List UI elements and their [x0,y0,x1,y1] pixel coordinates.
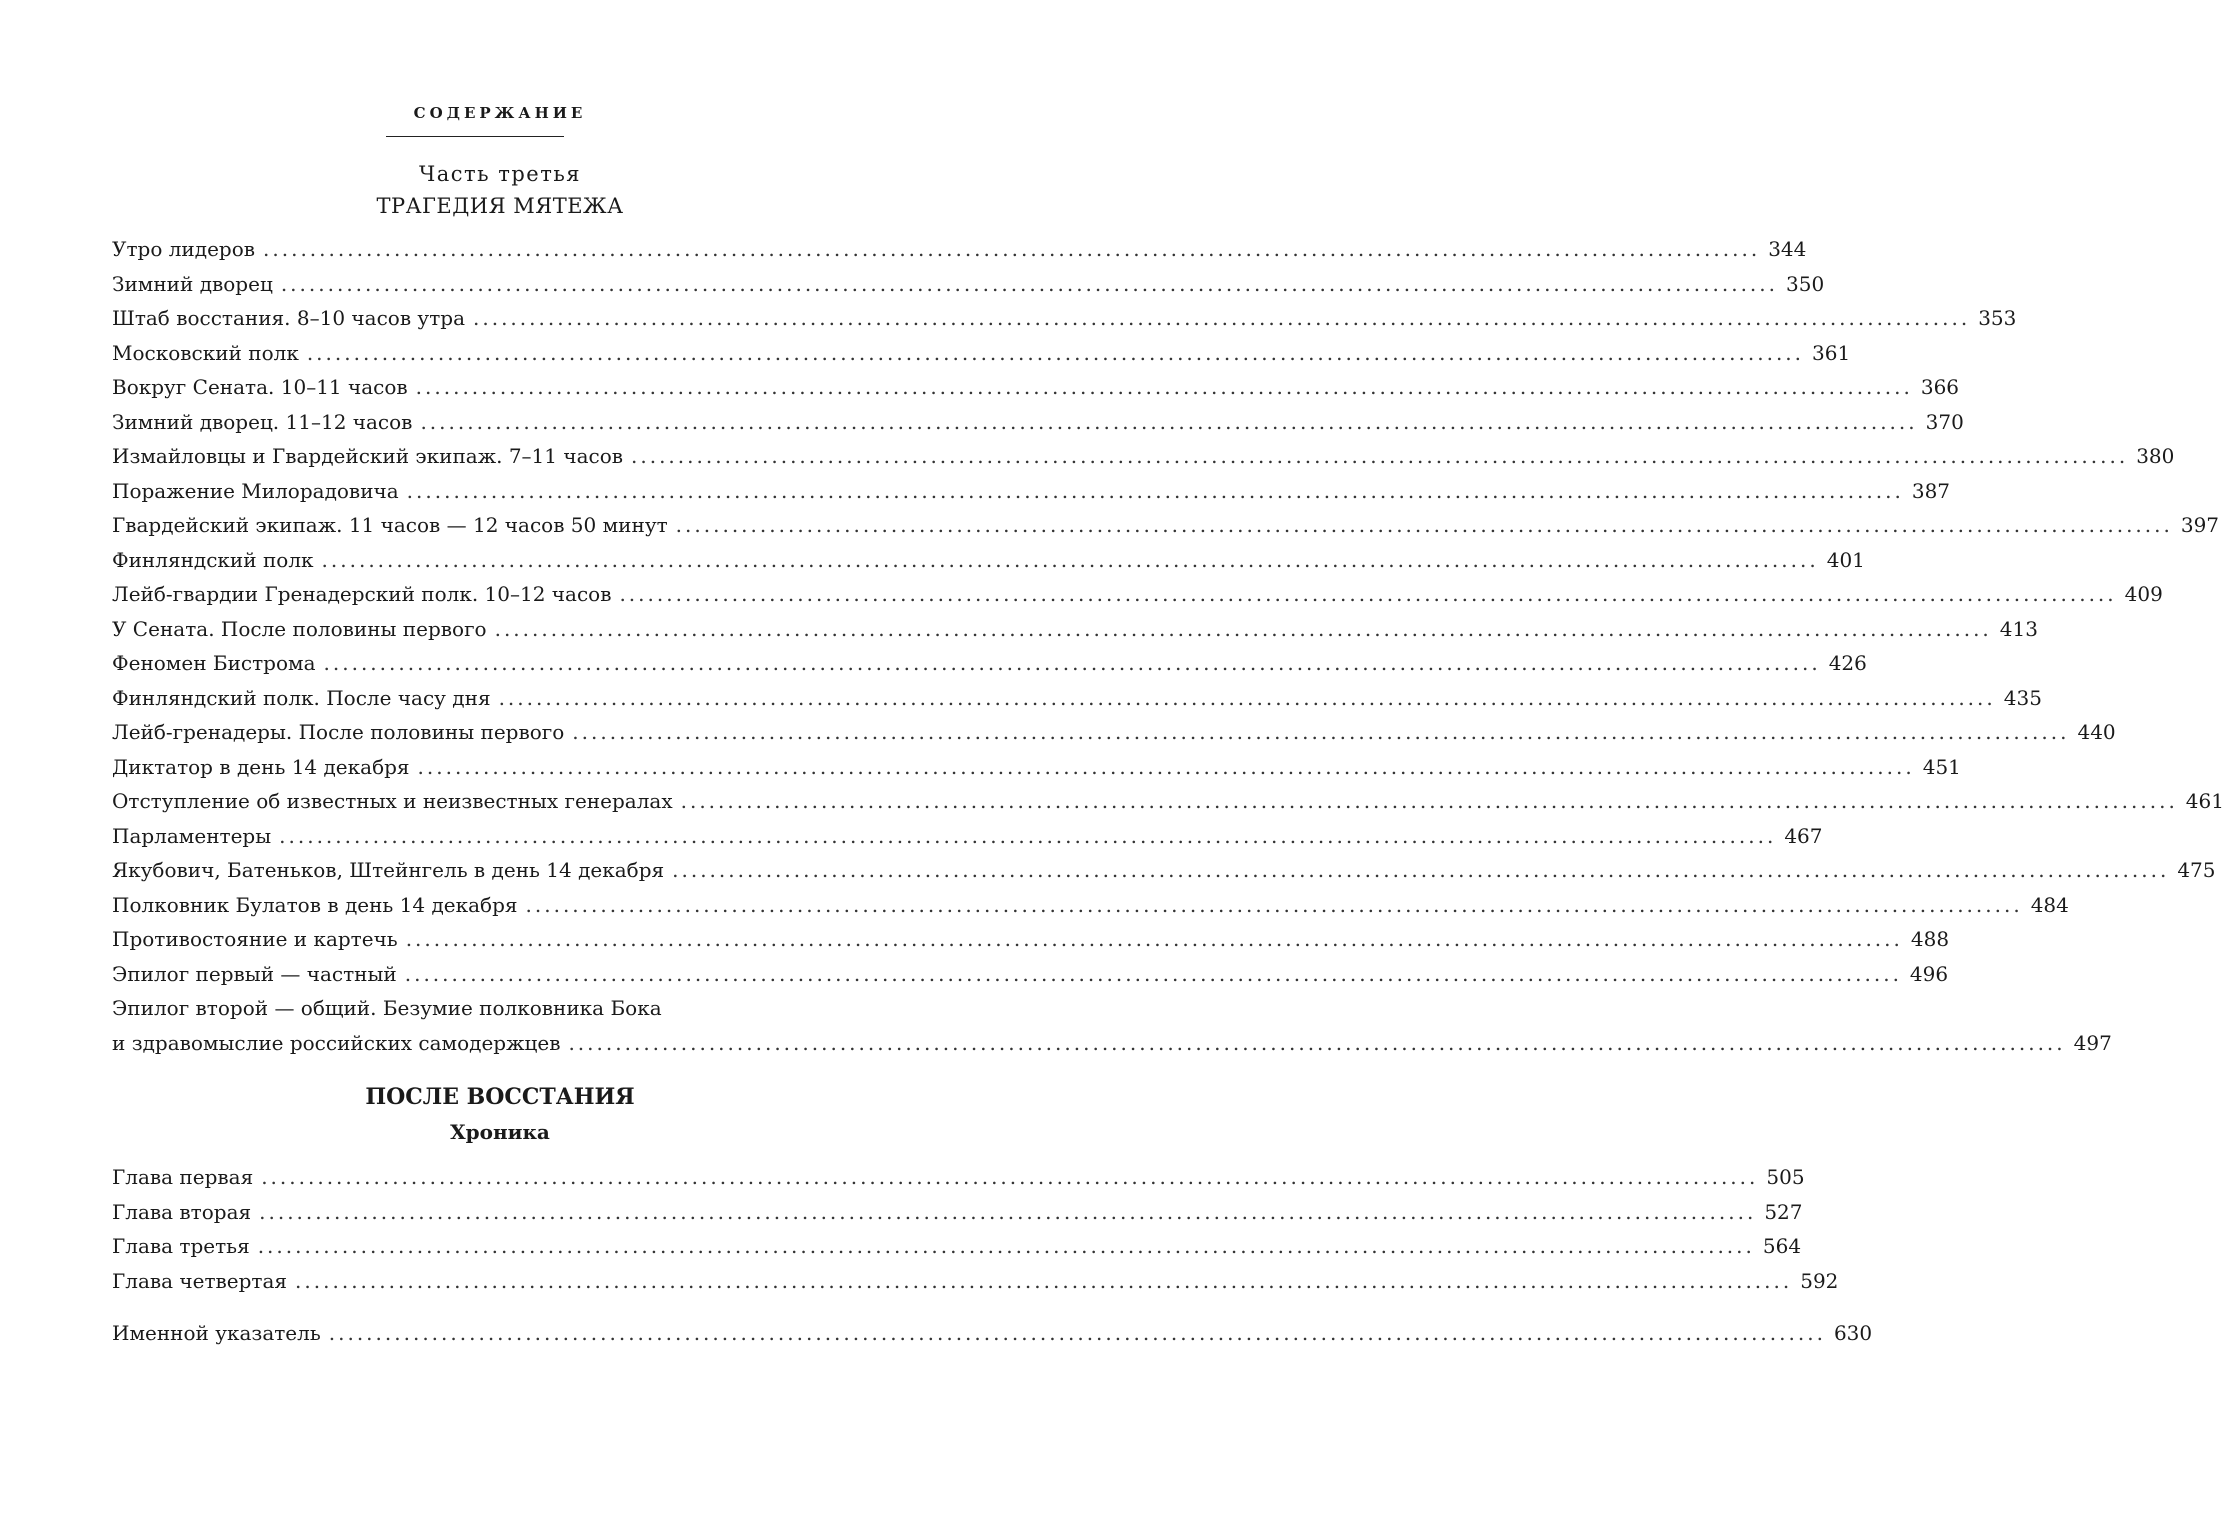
leader-dots: ................................................................................................................................................................ [404,961,1902,986]
toc-entry [112,681,2042,716]
toc-entry-page: 413 [1999,616,2038,641]
toc-entry-page: 497 [2073,1030,2112,1055]
toc-entry-page: 380 [2136,444,2175,468]
toc-entry-title: Глава первая [112,1165,254,1189]
toc-entry [112,267,1825,302]
toc-entry-page: 451 [1922,754,1961,779]
toc-entry-page: 409 [2124,582,2163,606]
leader-dots: ................................................................................................................................................................ [323,651,1821,675]
running-head: СОДЕРЖАНИЕ [413,104,587,122]
toc-entry-page: 564 [1762,1234,1802,1258]
toc-entry [112,922,1950,957]
leader-dots: ................................................................................................................................................................ [672,858,2170,882]
leader-dots: ................................................................................................................................................................ [498,685,1996,710]
leader-dots: ................................................................................................................................................................ [306,340,1805,365]
toc-entry-title: Диктатор в день 14 декабря [112,754,410,779]
leader-dots: ................................................................................................................................................................ [417,754,1915,779]
toc-entry [112,784,2224,819]
toc-entry-title: Штаб восстания. 8–10 часов утра [112,306,465,330]
toc-entry-page: 467 [1784,823,1823,848]
toc-entry-title: Полковник Булатов в день 14 декабря [112,892,518,917]
leader-dots: ................................................................................................................................................................ [572,720,2070,744]
toc-entry-page: 440 [2077,720,2116,744]
toc-list-part-three [112,232,2224,1060]
toc-entry-title: Зимний дворец. 11–12 часов [112,409,413,434]
leader-dots: ................................................................................................................................................................ [261,1165,1759,1189]
leader-dots: ................................................................................................................................................................ [525,892,2023,917]
toc-entry-title: Лейб-гвардии Гренадерский полк. 10–12 часов [112,582,612,606]
toc-entry [112,853,2216,888]
toc-entry [112,957,1949,992]
leader-dots: ................................................................................................................................................................ [259,1199,1757,1224]
toc-entry-title: Эпилог первый — частный [112,961,397,986]
toc-entry-title: Финляндский полк [112,547,314,572]
section-title: ПОСЛЕ ВОССТАНИЯ [365,1084,635,1110]
toc-entry-title: Глава третья [112,1234,250,1258]
toc-entry-title: Утро лидеров [112,237,256,261]
toc-entry [112,508,2220,543]
toc-entry-title: Гвардейский экипаж. 11 часов — 12 часов 50 минут [112,513,668,537]
leader-dots: ................................................................................................................................................................ [420,409,1918,434]
toc-entry [112,612,2038,647]
leader-dots: ................................................................................................................................................................ [568,1030,2066,1055]
toc-entry [112,370,1960,405]
toc-entry-title: Вокруг Сената. 10–11 часов [112,375,408,399]
part-title: ТРАГЕДИЯ МЯТЕЖА [376,194,624,218]
leader-dots: ................................................................................................................................................................ [405,927,1903,951]
toc-entry-title: Глава вторая [112,1199,252,1224]
leader-dots: ................................................................................................................................................................ [473,306,1971,330]
toc-entry [112,336,1851,371]
toc-entry [112,646,1867,681]
leader-dots: ................................................................................................................................................................ [263,237,1761,261]
part-number: Часть третья [418,162,582,186]
toc-entry-page: 475 [2177,858,2216,882]
toc-entry-title: Именной указатель [112,1321,321,1345]
toc-entry-title: У Сената. После половины первого [112,616,487,641]
toc-entry [112,1316,1873,1351]
toc-entry [112,474,1951,509]
toc-entry-page: 353 [1978,306,2017,330]
toc-entry-page: 630 [1833,1321,1873,1345]
toc-entry [112,888,2069,923]
toc-entry [112,232,1807,267]
leader-dots: ................................................................................................................................................................ [415,375,1913,399]
toc-entry [112,405,1964,440]
toc-entry [112,1195,1803,1230]
leader-dots: ................................................................................................................................................................ [494,616,1992,641]
toc-entry-page: 401 [1826,547,1865,572]
leader-dots: ................................................................................................................................................................ [279,823,1777,848]
toc-entry-title: Поражение Милорадовича [112,478,399,503]
toc-list-chronicle [112,1160,1839,1298]
toc-entry [112,1229,1802,1264]
section-subtitle: Хроника [450,1120,550,1144]
toc-entry-page: 488 [1910,927,1950,951]
toc-entry-title: Якубович, Батеньков, Штейнгель в день 14 декабря [112,858,665,882]
leader-dots: ................................................................................................................................................................ [328,1321,1826,1345]
toc-entry [112,301,2017,336]
toc-entry-title: Московский полк [112,340,299,365]
toc-entry-title-line2: и здравомыслие российских самодержцев [112,1030,561,1055]
leader-dots: ................................................................................................................................................................ [631,444,2129,468]
toc-entry-page: 397 [2180,513,2220,537]
toc-entry-page: 461 [2185,789,2224,813]
toc-entry [112,543,1865,578]
toc-entry-page: 350 [1786,271,1825,296]
toc-entry [112,819,1823,854]
toc-entry-title: Феномен Бистрома [112,651,316,675]
toc-entry-title: Зимний дворец [112,271,273,296]
toc-entry-page: 592 [1800,1268,1839,1293]
toc-entry-title: Парламентеры [112,823,272,848]
toc-list-index [112,1316,1873,1351]
toc-entry [112,1160,1805,1195]
toc-entry-title: Отступление об известных и неизвестных генералах [112,789,673,813]
toc-entry-title: Лейб-гренадеры. После половины первого [112,720,565,744]
toc-entry-title: Финляндский полк. После часу дня [112,685,491,710]
toc-entry-page: 484 [2030,892,2069,917]
toc-entry-page: 426 [1828,651,1867,675]
toc-entry-page: 370 [1925,409,1964,434]
toc-entry-page: 527 [1764,1199,1803,1224]
leader-dots: ................................................................................................................................................................ [280,271,1778,296]
toc-entry-title: Глава четвертая [112,1268,288,1293]
toc-entry-title-line1: Эпилог второй — общий. Безумие полковника Бока [112,996,662,1020]
leader-dots: ................................................................................................................................................................ [321,547,1819,572]
toc-entry [112,715,2116,750]
toc-entry-page: 496 [1909,961,1949,986]
toc-entry-page: 505 [1766,1165,1805,1189]
leader-dots: ................................................................................................................................................................ [675,513,2173,537]
toc-entry [112,750,1961,785]
toc-entry-title: Измайловцы и Гвардейский экипаж. 7–11 часов [112,444,623,468]
toc-entry-page: 366 [1920,375,1960,399]
toc-entry-page: 361 [1812,340,1851,365]
toc-entry-title: Противостояние и картечь [112,927,398,951]
toc-entry [112,1026,2112,1061]
leader-dots: ................................................................................................................................................................ [680,789,2178,813]
header-rule [386,136,564,137]
toc-entry [112,439,2175,474]
toc-entry-page: 435 [2003,685,2042,710]
leader-dots: ................................................................................................................................................................ [295,1268,1793,1293]
toc-entry-page: 344 [1768,237,1807,261]
leader-dots: ................................................................................................................................................................ [619,582,2117,606]
toc-entry-page: 387 [1911,478,1951,503]
toc-entry [112,577,2163,612]
leader-dots: ................................................................................................................................................................ [257,1234,1755,1258]
toc-entry [112,1264,1839,1299]
leader-dots: ................................................................................................................................................................ [406,478,1904,503]
